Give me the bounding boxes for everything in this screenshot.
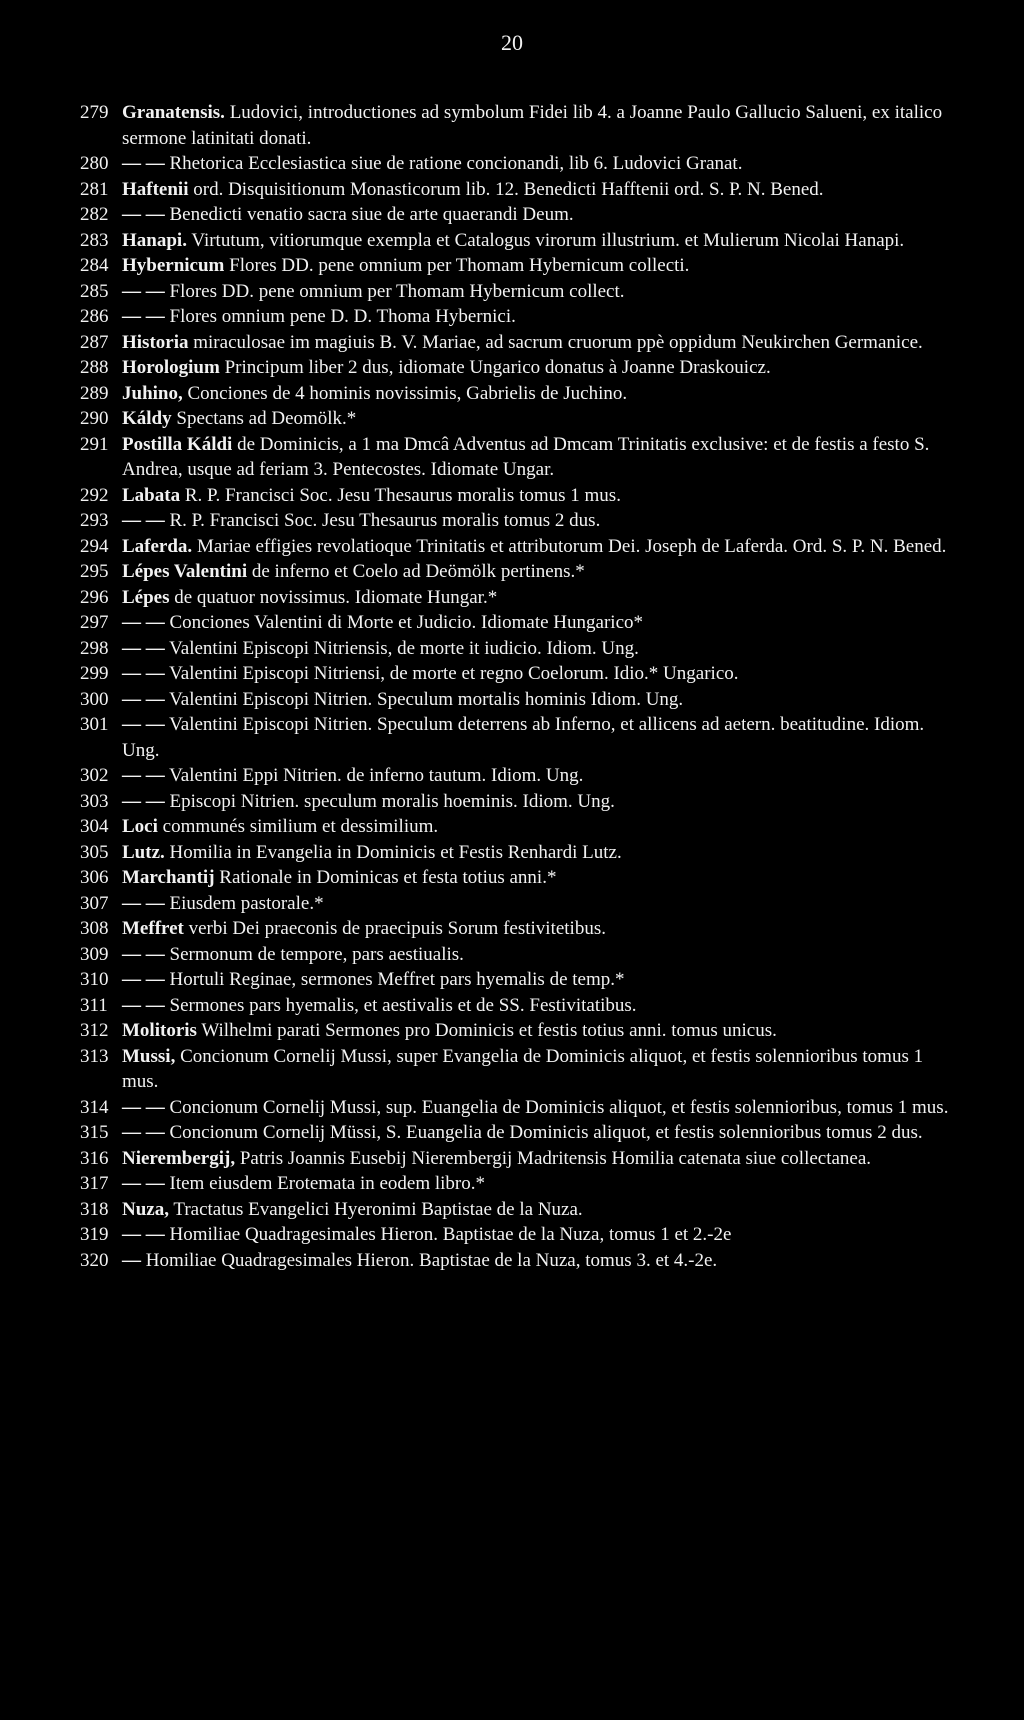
- catalog-entry: [80, 508, 960, 534]
- entry-number: 302: [80, 765, 109, 786]
- entry-number: 281: [80, 178, 109, 200]
- catalog-entry: [80, 916, 960, 942]
- entry-text: Eiusdem pastorale.*: [164, 892, 324, 914]
- entry-heading: —: [122, 1249, 141, 1271]
- entry-number: 288: [80, 357, 109, 378]
- catalog-entry: [80, 432, 960, 483]
- entry-text: Sermonum de tempore, pars aestiualis.: [164, 943, 464, 965]
- catalog-entry: [80, 202, 960, 228]
- catalog-entry: [80, 1222, 960, 1248]
- entry-text: Flores omnium pene D. D. Thoma Hybernici.: [164, 306, 516, 327]
- entry-text: Valentini Episcopi Nitriensis, de morte it iudicio. Idiom. Ung.: [164, 637, 639, 659]
- entry-text: Valentini Episcopi Nitrien. Speculum mortalis hominis Idiom. Ung.: [164, 688, 684, 710]
- catalog-entry: [80, 1171, 960, 1197]
- entry-text: de inferno et Coelo ad Deömölk pertinens.*: [247, 561, 585, 582]
- catalog-entry: [80, 534, 960, 560]
- entry-text: Valentini Episcopi Nitrien. Speculum deterrens ab Inferno, et allicens ad aetern. beatitudine. Idiom. Ung.: [122, 714, 925, 761]
- entry-heading: — —: [122, 153, 165, 174]
- catalog-entry: [80, 865, 960, 891]
- catalog-entry: [80, 330, 960, 356]
- catalog-entry: [80, 891, 960, 917]
- entry-heading: — —: [122, 1224, 165, 1245]
- entry-heading: Loci: [122, 816, 158, 837]
- entry-number: 310: [80, 969, 109, 990]
- entry-heading: — —: [122, 280, 165, 302]
- entry-number: 315: [80, 1122, 109, 1143]
- entry-number: 314: [80, 1096, 109, 1118]
- entry-text: Conciones de 4 hominis novissimis, Gabrielis de Juchino.: [182, 382, 628, 404]
- entry-heading: — —: [122, 510, 165, 531]
- entry-number: 283: [80, 229, 109, 251]
- catalog-entry: [80, 610, 960, 636]
- entry-heading: Historia: [122, 331, 189, 353]
- entry-heading: — —: [122, 1096, 165, 1118]
- catalog-entry: [80, 840, 960, 866]
- entry-text: verbi Dei praeconis de praecipuis Sorum festivitetibus.: [183, 918, 606, 939]
- entry-heading: Meffret: [122, 918, 184, 939]
- entry-text: Episcopi Nitrien. speculum moralis hoeminis. Idiom. Ung.: [164, 790, 615, 812]
- entry-number: 320: [80, 1249, 109, 1271]
- catalog-entry: [80, 559, 960, 585]
- entry-number: 287: [80, 331, 109, 353]
- catalog-entry: [80, 967, 960, 993]
- entry-number: 293: [80, 510, 109, 531]
- entry-heading: Marchantij: [122, 867, 215, 888]
- entry-heading: Horologium: [122, 357, 220, 378]
- entry-number: 311: [80, 994, 108, 1016]
- catalog-entry: [80, 1146, 960, 1172]
- entry-number: 309: [80, 943, 109, 965]
- entry-heading: — —: [122, 892, 165, 914]
- entry-number: 306: [80, 867, 109, 888]
- entry-number: 289: [80, 382, 109, 404]
- catalog-entry: [80, 636, 960, 662]
- page-number: 20: [501, 30, 523, 55]
- entry-text: Homiliae Quadragesimales Hieron. Baptistae de la Nuza, tomus 1 et 2.-2e: [164, 1224, 732, 1245]
- entry-number: 298: [80, 637, 109, 659]
- entry-text: R. P. Francisci Soc. Jesu Thesaurus moralis tomus 2 dus.: [164, 510, 601, 531]
- catalog-entry: [80, 100, 960, 151]
- catalog-entry: [80, 1197, 960, 1223]
- entry-heading: Molitoris: [122, 1020, 197, 1041]
- entry-number: 290: [80, 408, 109, 429]
- entry-number: 318: [80, 1198, 109, 1220]
- entry-heading: Laferda.: [122, 535, 193, 557]
- entry-heading: Nuza,: [122, 1198, 169, 1220]
- entry-number: 285: [80, 280, 109, 302]
- entry-text: Patris Joannis Eusebij Nierembergij Madritensis Homilia catenata siue collectanea.: [235, 1147, 872, 1169]
- entry-number: 292: [80, 484, 109, 506]
- entry-heading: Haftenii: [122, 178, 189, 200]
- entry-text: Valentini Episcopi Nitriensi, de morte et regno Coelorum. Idio.* Ungarico.: [164, 663, 739, 684]
- entry-number: 305: [80, 841, 109, 863]
- entry-text: Valentini Eppi Nitrien. de inferno tautum. Idiom. Ung.: [164, 765, 584, 786]
- entry-number: 286: [80, 306, 109, 327]
- entry-heading: — —: [122, 688, 165, 710]
- catalog-entry: [80, 712, 960, 763]
- entry-heading: Hanapi.: [122, 229, 187, 251]
- entry-number: 316: [80, 1147, 109, 1169]
- entry-heading: — —: [122, 994, 165, 1016]
- entry-number: 295: [80, 561, 109, 582]
- entry-text: communés similium et dessimilium.: [157, 816, 439, 837]
- entry-number: 312: [80, 1020, 109, 1041]
- catalog-entry: [80, 814, 960, 840]
- catalog-entry: [80, 304, 960, 330]
- catalog-entry: [80, 1248, 960, 1274]
- entry-number: 301: [80, 714, 109, 735]
- entry-number: 313: [80, 1045, 109, 1067]
- entry-heading: Labata: [122, 484, 181, 506]
- entry-text: Flores DD. pene omnium per Thomam Hybernicum collecti.: [224, 255, 690, 276]
- entry-heading: Lépes: [122, 586, 170, 608]
- catalog-entry: [80, 228, 960, 254]
- entry-heading: Mussi,: [122, 1045, 176, 1067]
- entry-text: Concionum Cornelij Mussi, super Evangelia de Dominicis aliquot, et festis solennioribus tomus 1 mus.: [122, 1045, 924, 1092]
- entry-text: Homiliae Quadragesimales Hieron. Baptistae de la Nuza, tomus 3. et 4.-2e.: [141, 1249, 718, 1271]
- entry-heading: — —: [122, 1173, 165, 1194]
- entry-text: Sermones pars hyemalis, et aestivalis et de SS. Festivitatibus.: [164, 994, 637, 1016]
- catalog-entry: [80, 942, 960, 968]
- catalog-entry: [80, 1018, 960, 1044]
- entry-number: 291: [80, 433, 109, 455]
- entry-number: 284: [80, 255, 109, 276]
- entry-heading: — —: [122, 765, 165, 786]
- entry-text: Rationale in Dominicas et festa totius anni.*: [214, 867, 557, 888]
- entry-heading: Lépes Valentini: [122, 561, 248, 582]
- catalog-entry: [80, 1095, 960, 1121]
- entry-number: 282: [80, 204, 109, 225]
- entry-text: miraculosae im magiuis B. V. Mariae, ad sacrum cruorum ppè oppidum Neukirchen Germanice.: [188, 331, 923, 353]
- entry-text: Concionum Cornelij Müssi, S. Euangelia de Dominicis aliquot, et festis solennioribus tomus 2 dus.: [164, 1122, 923, 1143]
- entry-text: Tractatus Evangelici Hyeronimi Baptistae de la Nuza.: [168, 1198, 583, 1220]
- catalog-entries: [80, 100, 960, 1273]
- entry-heading: — —: [122, 790, 165, 812]
- entry-text: Concionum Cornelij Mussi, sup. Euangelia de Dominicis aliquot, et festis solennioribus, tomus 1 mus.: [164, 1096, 949, 1118]
- entry-number: 296: [80, 586, 109, 608]
- entry-heading: Nierembergij,: [122, 1147, 236, 1169]
- catalog-entry: [80, 151, 960, 177]
- catalog-entry: [80, 585, 960, 611]
- entry-text: Flores DD. pene omnium per Thomam Hybernicum collect.: [164, 280, 625, 302]
- entry-number: 317: [80, 1173, 109, 1194]
- entry-text: Item eiusdem Erotemata in eodem libro.*: [164, 1173, 486, 1194]
- entry-heading: — —: [122, 969, 165, 990]
- entry-text: ord. Disquisitionum Monasticorum lib. 12. Benedicti Hafftenii ord. S. P. N. Bened.: [188, 178, 824, 200]
- entry-number: 307: [80, 892, 109, 914]
- entry-heading: — —: [122, 637, 165, 659]
- catalog-entry: [80, 1044, 960, 1095]
- entry-number: 304: [80, 816, 109, 837]
- entry-text: Spectans ad Deomölk.*: [171, 408, 357, 429]
- catalog-entry: [80, 993, 960, 1019]
- entry-heading: Káldy: [122, 408, 172, 429]
- catalog-entry: [80, 381, 960, 407]
- entry-heading: — —: [122, 612, 165, 633]
- entry-number: 300: [80, 688, 109, 710]
- entry-heading: — —: [122, 943, 165, 965]
- catalog-entry: [80, 661, 960, 687]
- entry-text: Virtutum, vitiorumque exempla et Catalogus virorum illustrium. et Mulierum Nicolai Hanapi.: [186, 229, 905, 251]
- entry-number: 279: [80, 102, 109, 123]
- catalog-entry: [80, 253, 960, 279]
- entry-text: Hortuli Reginae, sermones Meffret pars hyemalis de temp.*: [164, 969, 625, 990]
- entry-number: 294: [80, 535, 109, 557]
- entry-text: Rhetorica Ecclesiastica siue de ratione concionandi, lib 6. Ludovici Granat.: [164, 153, 743, 174]
- entry-text: Conciones Valentini di Morte et Judicio. Idiomate Hungarico*: [164, 612, 643, 633]
- entry-number: 297: [80, 612, 109, 633]
- catalog-entry: [80, 789, 960, 815]
- entry-text: de quatuor novissimus. Idiomate Hungar.*: [169, 586, 498, 608]
- entry-text: Wilhelmi parati Sermones pro Dominicis et festis totius anni. tomus unicus.: [196, 1020, 777, 1041]
- entry-number: 303: [80, 790, 109, 812]
- entry-number: 319: [80, 1224, 109, 1245]
- entry-text: Ludovici, introductiones ad symbolum Fidei lib 4. a Joanne Paulo Gallucio Salueni, ex italico sermone latinitati donati.: [122, 102, 943, 149]
- catalog-entry: [80, 483, 960, 509]
- catalog-entry: [80, 279, 960, 305]
- entry-heading: Granatensis.: [122, 102, 225, 123]
- entry-heading: Lutz.: [122, 841, 165, 863]
- entry-heading: — —: [122, 306, 165, 327]
- entry-heading: — —: [122, 714, 165, 735]
- entry-text: Mariae effigies revolatioque Trinitatis et attributorum Dei. Joseph de Laferda. Ord. S. P. N. Bened.: [192, 535, 947, 557]
- entry-heading: — —: [122, 1122, 165, 1143]
- entry-text: Principum liber 2 dus, idiomate Ungarico donatus à Joanne Draskouicz.: [219, 357, 771, 378]
- entry-heading: — —: [122, 663, 165, 684]
- catalog-entry: [80, 406, 960, 432]
- entry-heading: — —: [122, 204, 165, 225]
- catalog-entry: [80, 687, 960, 713]
- catalog-entry: [80, 177, 960, 203]
- entry-text: Benedicti venatio sacra siue de arte quaerandi Deum.: [164, 204, 574, 225]
- entry-heading: Hybernicum: [122, 255, 225, 276]
- entry-text: de Dominicis, a 1 ma Dmcâ Adventus ad Dmcam Trinitatis exclusive: et de festis a festo S. Andrea, usque ad feriam 3. Pentecostes. Idiomate Ungar.: [122, 433, 930, 480]
- entry-text: Homilia in Evangelia in Dominicis et Festis Renhardi Lutz.: [164, 841, 622, 863]
- entry-number: 280: [80, 153, 109, 174]
- entry-number: 308: [80, 918, 109, 939]
- entry-heading: Postilla Káldi: [122, 433, 233, 455]
- entry-number: 299: [80, 663, 109, 684]
- entry-heading: Juhino,: [122, 382, 183, 404]
- entry-text: R. P. Francisci Soc. Jesu Thesaurus moralis tomus 1 mus.: [180, 484, 621, 506]
- catalog-entry: [80, 763, 960, 789]
- catalog-entry: [80, 1120, 960, 1146]
- catalog-entry: [80, 355, 960, 381]
